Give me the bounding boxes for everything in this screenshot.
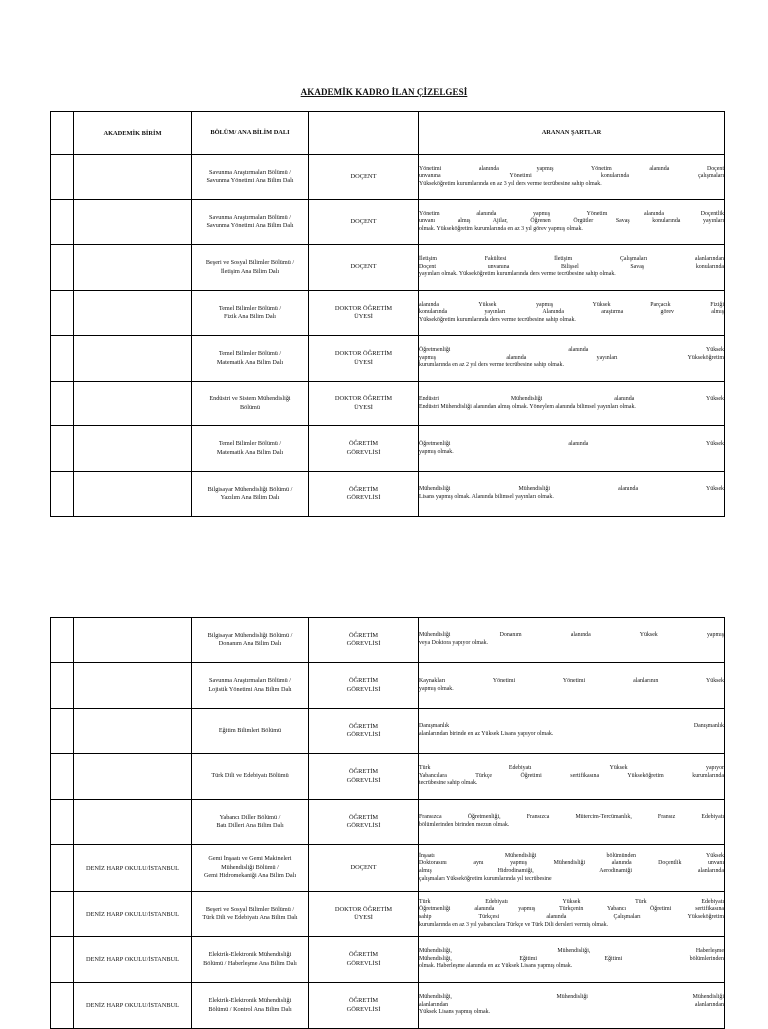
index-cell bbox=[51, 155, 74, 200]
requirements-line: Doçent unvanına Bilişsel Savaş konularında bbox=[419, 263, 724, 270]
department-cell bbox=[192, 200, 309, 245]
rank-line: GÖREVLİSİ bbox=[346, 776, 381, 784]
department-line: Endüstri ve Sistem Mühendisliği bbox=[209, 395, 291, 402]
department-line: Bilgisayar Mühendisliği Bölümü / bbox=[207, 485, 293, 493]
requirements-text bbox=[419, 899, 724, 929]
department-cell bbox=[192, 472, 309, 517]
rank-line: DOÇENT bbox=[350, 263, 377, 271]
requirements-line: İletişim Fakültesi İletişim Çalışmaları alanlarından bbox=[419, 256, 724, 263]
unit-cell bbox=[74, 426, 192, 472]
department-cell bbox=[192, 663, 309, 709]
document-title: AKADEMİK KADRO İLAN ÇİZELGESİ bbox=[300, 87, 468, 97]
rank-line: DOKTOR ÖĞRETİM bbox=[334, 304, 393, 312]
department-line: Savunma Araştırmaları Bölümü / bbox=[209, 168, 291, 176]
requirements-text bbox=[419, 347, 724, 370]
unit-cell bbox=[74, 291, 192, 336]
unit-header: AKADEMİK BİRİM bbox=[74, 112, 192, 155]
rank-cell bbox=[309, 663, 419, 709]
unit-cell bbox=[74, 800, 192, 845]
rank-line: ÖĞRETİM bbox=[348, 677, 379, 684]
requirements-line: konularında yayınları Alanında araştırma görev almış bbox=[419, 309, 724, 316]
unit-cell bbox=[74, 709, 192, 754]
requirements-text bbox=[419, 632, 724, 647]
department-line: Bölümü bbox=[240, 403, 260, 411]
department-cell bbox=[192, 754, 309, 800]
table-row bbox=[51, 892, 725, 937]
unit-cell bbox=[74, 618, 192, 663]
department-line: Elektrik-Elektronik Mühendisliği bbox=[208, 997, 292, 1004]
department-line: Batı Dilleri Ana Bilim Dalı bbox=[216, 822, 284, 829]
index-cell bbox=[51, 845, 74, 892]
index-cell bbox=[51, 472, 74, 517]
requirements-cell bbox=[419, 245, 725, 291]
department-line: Türk Dili ve Edebiyatı Ana Bilim Dalı bbox=[202, 914, 298, 921]
requirements-line: Mühendisliği, Mühendisliği, Haberleşme bbox=[419, 948, 724, 955]
table-row bbox=[51, 845, 725, 892]
department-line: Yabancı Diller Bölümü / bbox=[219, 813, 281, 821]
department-line: Gemi İnşaatı ve Gemi Makineleri bbox=[208, 855, 292, 863]
department-cell bbox=[192, 800, 309, 845]
requirements-line: almış Hidrodinamiği, Aerodinamiği alanlarında bbox=[419, 868, 724, 874]
table-row bbox=[51, 754, 725, 800]
requirements-text bbox=[419, 948, 724, 971]
rank-line: GÖREVLİSİ bbox=[346, 822, 381, 829]
department-line: Temel Bilimler Bölümü / bbox=[218, 440, 282, 447]
requirements-text bbox=[419, 396, 724, 411]
requirements-line: Mühendisliği, Eğitimi Eğitimi bölümlerinden bbox=[419, 955, 724, 962]
rank-line: DOÇENT bbox=[350, 217, 377, 225]
department-cell bbox=[192, 892, 309, 937]
rank-line: DOKTOR ÖĞRETİM bbox=[334, 350, 393, 357]
requirements-line: alanında Yüksek yapmış Yüksek Parçacık Fiziği bbox=[419, 301, 724, 308]
requirements-line: Endüstri Mühendisliği alanında Yüksek bbox=[419, 395, 724, 402]
table-row bbox=[51, 336, 725, 382]
requirements-line: Mühendisliği Mühendisliği alanında Yüksek bbox=[419, 486, 724, 493]
rank-cell bbox=[309, 754, 419, 800]
department-line: Eğitim Bilimleri Bölümü bbox=[218, 726, 282, 734]
rank-line: GÖREVLİSİ bbox=[346, 640, 381, 647]
requirements-line: Yabancılara Türkçe Öğretimi sertifikasına Yükseköğretim kurumlarında bbox=[419, 772, 724, 779]
requirements-line: Doktorasını aynı yapmış Mühendisliği alanında Doçentlik unvanı bbox=[419, 860, 724, 867]
rank-header-cell bbox=[309, 112, 419, 155]
index-cell bbox=[51, 983, 74, 1029]
rank-cell bbox=[309, 845, 419, 892]
rank-cell bbox=[309, 618, 419, 663]
department-cell bbox=[192, 983, 309, 1029]
department-line: Bölümü / Haberleşme Ana Bilim Dalı bbox=[203, 959, 297, 967]
index-cell bbox=[51, 245, 74, 291]
rank-line: DOÇENT bbox=[350, 172, 377, 180]
rank-line: ÖĞRETİM bbox=[348, 951, 379, 958]
requirements-line: Lisans yapmış olmak. Alanında bilimsel yayınları olmak. bbox=[419, 494, 554, 500]
requirements-line: unvanına Yönetimi konularında çalışmaları bbox=[419, 173, 724, 180]
rank-cell bbox=[309, 200, 419, 245]
requirements-cell bbox=[419, 291, 725, 336]
rank-line: ÖĞRETİM bbox=[348, 813, 379, 821]
rank-cell bbox=[309, 382, 419, 426]
unit-cell bbox=[74, 472, 192, 517]
index-cell bbox=[51, 426, 74, 472]
rank-line: DOKTOR ÖĞRETİM bbox=[334, 395, 393, 402]
requirements-line: sahip Türkçesi alanında Çalışmaları Yükseköğretim bbox=[419, 914, 724, 920]
requirements-text bbox=[419, 853, 724, 883]
requirements-line: Danışmanlık Danışmanlık bbox=[419, 723, 724, 730]
table-row bbox=[51, 291, 725, 336]
requirements-text bbox=[419, 486, 724, 501]
rank-line: ÖĞRETİM bbox=[348, 485, 379, 493]
table-row bbox=[51, 382, 725, 426]
unit-cell bbox=[74, 382, 192, 426]
rank-line: ÜYESİ bbox=[354, 358, 373, 366]
table-row bbox=[51, 426, 725, 472]
department-line: Fizik Ana Bilim Dalı bbox=[223, 313, 277, 320]
rank-cell bbox=[309, 472, 419, 517]
department-line: Elektrik-Elektronik Mühendisliği bbox=[208, 951, 292, 958]
department-cell bbox=[192, 937, 309, 983]
requirements-line: Fransızca Öğretmenliği, Fransızca Mütercim-Tercümanlık, Fransız Edebiyatı bbox=[419, 814, 724, 821]
unit-cell bbox=[74, 155, 192, 200]
requirements-line: bölümlerinden birinden mezun olmak. bbox=[419, 822, 510, 828]
requirements-line: alanlarından alanlarından bbox=[419, 1001, 724, 1008]
requirements-text bbox=[419, 765, 724, 788]
rank-cell bbox=[309, 155, 419, 200]
requirements-header: ARANAN ŞARTLAR bbox=[419, 112, 725, 155]
requirements-cell bbox=[419, 336, 725, 382]
department-cell bbox=[192, 245, 309, 291]
table-row bbox=[51, 200, 725, 245]
requirements-text bbox=[419, 678, 724, 693]
rank-line: ÖĞRETİM bbox=[348, 722, 379, 730]
requirements-text bbox=[419, 723, 724, 738]
department-cell bbox=[192, 709, 309, 754]
department-line: Matematik Ana Bilim Dalı bbox=[216, 358, 284, 366]
department-line: Savunma Araştırmaları Bölümü / bbox=[209, 213, 291, 221]
requirements-line: yayınları olmak. Yükseköğretim kurumlarında ders verme tecrübesine sahip olmak. bbox=[419, 271, 616, 278]
requirements-cell bbox=[419, 663, 725, 709]
unit-cell: DENİZ HARP OKULU/İSTANBUL bbox=[74, 937, 192, 983]
requirements-cell bbox=[419, 200, 725, 245]
requirements-line: İnşaatı Mühendisliği bölümünden Yüksek bbox=[419, 852, 724, 859]
department-line: Donanım Ana Bilim Dalı bbox=[218, 640, 282, 647]
requirements-line: Endüstri Mühendisliği alanından almış olmak. Yöneylem alanında bilimsel yayınları olmak. bbox=[419, 403, 636, 410]
index-cell bbox=[51, 800, 74, 845]
requirements-cell bbox=[419, 618, 725, 663]
unit-cell: DENİZ HARP OKULU/İSTANBUL bbox=[74, 845, 192, 892]
requirements-line: Öğretmenliği alanında Yüksek bbox=[419, 440, 724, 447]
requirements-line: çalışmaları Yükseköğretim kurumlarında yıl tecrübesine bbox=[419, 875, 552, 882]
department-line: Temel Bilimler Bölümü / bbox=[218, 350, 282, 357]
department-line: Matematik Ana Bilim Dalı bbox=[216, 448, 284, 456]
requirements-text bbox=[419, 256, 724, 279]
table-row bbox=[51, 800, 725, 845]
department-cell bbox=[192, 618, 309, 663]
department-line: Gemi Hidromekaniği Ana Bilim Dalı bbox=[203, 872, 297, 880]
requirements-cell bbox=[419, 709, 725, 754]
department-line: Savunma Yönetimi Ana Bilim Dalı bbox=[206, 177, 294, 184]
unit-cell bbox=[74, 754, 192, 800]
department-line: Bölümü / Kontrol Ana Bilim Dalı bbox=[208, 1005, 292, 1013]
department-line: İletişim Ana Bilim Dalı bbox=[220, 267, 280, 275]
table-header-row bbox=[51, 112, 725, 155]
requirements-text bbox=[419, 302, 724, 325]
rank-line: GÖREVLİSİ bbox=[346, 685, 381, 693]
requirements-cell bbox=[419, 426, 725, 472]
requirements-cell bbox=[419, 892, 725, 937]
requirements-line: Yönetimi alanında yapmış Yönetim alanında Doçent bbox=[419, 165, 724, 172]
requirements-line: Yüksek Lisans yapmış olmak. bbox=[419, 1009, 491, 1016]
rank-line: ÖĞRETİM bbox=[348, 768, 379, 775]
table-row bbox=[51, 618, 725, 663]
unit-cell bbox=[74, 336, 192, 382]
rank-cell bbox=[309, 291, 419, 336]
index-cell bbox=[51, 382, 74, 426]
table-row bbox=[51, 245, 725, 291]
requirements-line: Yükseköğretim kurumlarında ders verme tecrübesine sahip olmak. bbox=[419, 316, 576, 323]
unit-cell: DENİZ HARP OKULU/İSTANBUL bbox=[74, 983, 192, 1029]
rank-cell bbox=[309, 336, 419, 382]
rank-line: GÖREVLİSİ bbox=[346, 1005, 381, 1013]
rank-cell bbox=[309, 937, 419, 983]
rank-line: GÖREVLİSİ bbox=[346, 959, 381, 967]
requirements-line: Yönetim alanında yapmış Yönetim alanında Doçentlik bbox=[419, 210, 724, 217]
requirements-line: kurumlarında en az 3 yıl yabancılara Türkçe ve Türk Dili dersleri vermiş olmak. bbox=[419, 921, 609, 928]
index-cell bbox=[51, 754, 74, 800]
requirements-line: kurumlarında en az 2 yıl ders verme tecrübesine sahip olmak. bbox=[419, 362, 564, 369]
department-line: Lojistik Yönetimi Ana Bilim Dalı bbox=[208, 685, 292, 693]
requirements-line: yapmış olmak. bbox=[419, 448, 454, 455]
table-row bbox=[51, 155, 725, 200]
table-row bbox=[51, 937, 725, 983]
index-cell bbox=[51, 618, 74, 663]
table-row bbox=[51, 663, 725, 709]
rank-line: ÖĞRETİM bbox=[348, 440, 379, 447]
department-cell bbox=[192, 845, 309, 892]
unit-cell bbox=[74, 200, 192, 245]
index-cell bbox=[51, 937, 74, 983]
department-cell bbox=[192, 155, 309, 200]
rank-line: DOÇENT bbox=[350, 863, 377, 871]
requirements-cell bbox=[419, 937, 725, 983]
department-cell bbox=[192, 382, 309, 426]
department-cell bbox=[192, 291, 309, 336]
requirements-line: veya Doktora yapıyor olmak. bbox=[419, 640, 489, 646]
requirements-cell bbox=[419, 800, 725, 845]
department-line: Beşeri ve Sosyal Bilimler Bölümü / bbox=[205, 259, 295, 266]
requirements-line: Kaynakları Yönetimi Yönetimi alanlarının Yüksek bbox=[419, 677, 724, 684]
rank-line: GÖREVLİSİ bbox=[346, 731, 381, 738]
index-cell bbox=[51, 291, 74, 336]
requirements-line: Yükseköğretim kurumlarında en az 3 yıl ders verme tecrübesine sahip olmak. bbox=[419, 180, 602, 187]
requirements-line: Mühendisliği Donanım alanında Yüksek yapmış bbox=[419, 632, 724, 639]
department-line: Temel Bilimler Bölümü / bbox=[218, 304, 282, 312]
requirements-cell bbox=[419, 845, 725, 892]
rank-line: ÜYESİ bbox=[354, 914, 373, 921]
index-cell bbox=[51, 336, 74, 382]
department-line: Mühendisliği Bölümü / bbox=[221, 863, 279, 871]
requirements-text bbox=[419, 441, 724, 456]
requirements-line: olmak. Haberleşme alanında en az Yüksek Lisans yapmış olmak. bbox=[419, 963, 573, 970]
rank-line: ÖĞRETİM bbox=[348, 997, 379, 1004]
rank-cell bbox=[309, 800, 419, 845]
index-cell bbox=[51, 709, 74, 754]
rank-cell bbox=[309, 709, 419, 754]
unit-cell bbox=[74, 663, 192, 709]
department-cell bbox=[192, 336, 309, 382]
department-line: Yazılım Ana Bilim Dalı bbox=[220, 494, 280, 501]
requirements-cell bbox=[419, 983, 725, 1029]
table-row bbox=[51, 983, 725, 1029]
department-header: BÖLÜM/ ANA BİLİM DALI bbox=[192, 112, 309, 155]
rank-line: ÜYESİ bbox=[354, 403, 373, 411]
department-line: Savunma Araştırmaları Bölümü / bbox=[209, 677, 291, 684]
requirements-line: Mühendisliği, Mühendisliği Mühendisliği bbox=[419, 994, 724, 1001]
rank-cell bbox=[309, 426, 419, 472]
requirements-line: Öğretmenliği alanında yapmış Türkçenin Yabancı Öğretimi sertifikasına bbox=[419, 906, 724, 913]
department-cell bbox=[192, 426, 309, 472]
rank-line: GÖREVLİSİ bbox=[346, 494, 381, 501]
requirements-line: unvanı almış Ajilar, Öğrenen Örgütler Savaş konularında yayınları bbox=[419, 218, 724, 225]
department-line: Bilgisayar Mühendisliği Bölümü / bbox=[207, 631, 293, 639]
requirements-line: Türk Edebiyatı Yüksek Türk Edebiyatı bbox=[419, 898, 724, 905]
rank-line: ÖĞRETİM bbox=[348, 631, 379, 639]
rank-cell bbox=[309, 245, 419, 291]
index-header-cell bbox=[51, 112, 74, 155]
requirements-cell bbox=[419, 155, 725, 200]
requirements-cell bbox=[419, 382, 725, 426]
unit-cell: DENİZ HARP OKULU/İSTANBUL bbox=[74, 892, 192, 937]
requirements-line: Öğretmenliği alanında Yüksek bbox=[419, 347, 724, 354]
index-cell bbox=[51, 663, 74, 709]
index-cell bbox=[51, 200, 74, 245]
table-1 bbox=[50, 111, 725, 517]
rank-cell bbox=[309, 892, 419, 937]
index-cell bbox=[51, 892, 74, 937]
department-line: Savunma Yönetimi Ana Bilim Dalı bbox=[206, 222, 294, 229]
requirements-line: alanlarından birinde en az Yüksek Lisans yapıyor olmak. bbox=[419, 731, 554, 737]
table-2 bbox=[50, 617, 725, 1029]
requirements-text bbox=[419, 994, 724, 1017]
department-line: Türk Dili ve Edebiyatı Bölümü bbox=[211, 772, 289, 780]
requirements-text bbox=[419, 166, 724, 189]
rank-line: DOKTOR ÖĞRETİM bbox=[334, 905, 393, 913]
requirements-line: yapmış olmak. bbox=[419, 685, 454, 692]
table-row bbox=[51, 472, 725, 517]
requirements-line: tecrübesine sahip olmak. bbox=[419, 780, 478, 787]
requirements-cell bbox=[419, 754, 725, 800]
rank-line: ÜYESİ bbox=[354, 313, 373, 320]
requirements-line: olmak. Yükseköğretim kurumlarında en az 3 yıl görev yapmış olmak. bbox=[419, 225, 583, 232]
requirements-text bbox=[419, 211, 724, 234]
requirements-text bbox=[419, 814, 724, 829]
department-line: Beşeri ve Sosyal Bilimler Bölümü / bbox=[205, 905, 295, 913]
rank-cell bbox=[309, 983, 419, 1029]
requirements-cell bbox=[419, 472, 725, 517]
table-row bbox=[51, 709, 725, 754]
rank-line: GÖREVLİSİ bbox=[346, 448, 381, 456]
requirements-line: yapmış alanında yayınları Yükseköğretim bbox=[419, 354, 724, 361]
unit-cell bbox=[74, 245, 192, 291]
requirements-line: Türk Edebiyatı Yüksek yapıyor bbox=[419, 765, 724, 772]
